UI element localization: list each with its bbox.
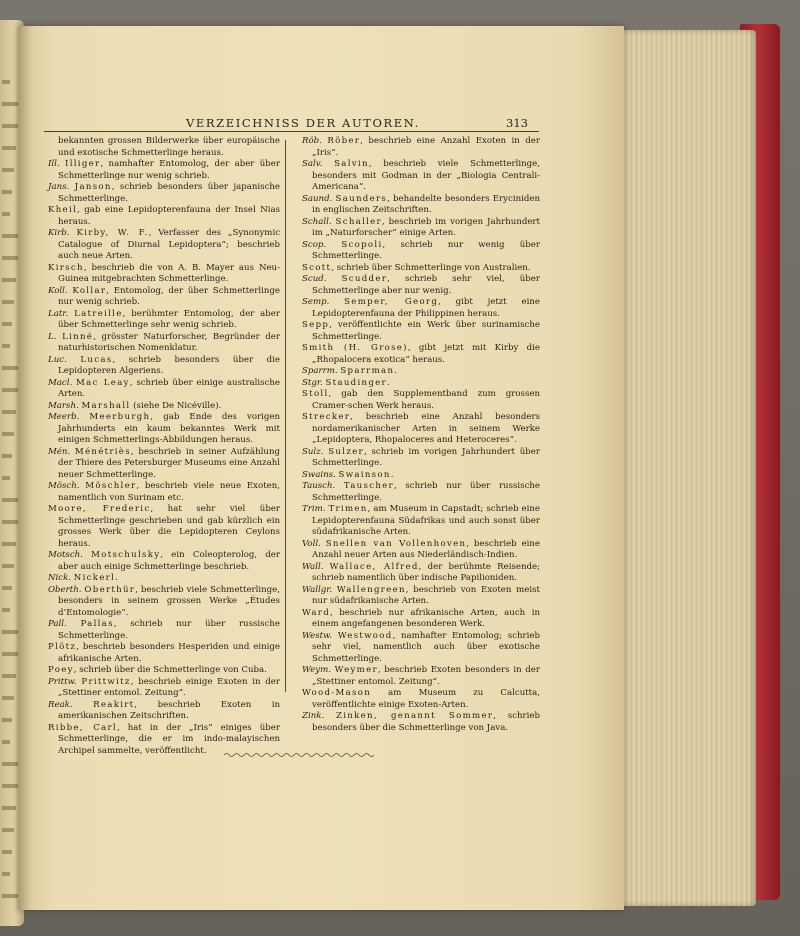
author-name: Saunders — [335, 193, 388, 204]
author-entry — [302, 481, 540, 504]
ghost-text-line — [2, 850, 12, 854]
author-abbreviation: Swains. — [302, 469, 336, 480]
author-description: , Entomolog, der über Schmetterlinge nur wenig schrieb. — [58, 285, 280, 307]
author-entry — [302, 412, 540, 447]
right-column — [302, 136, 540, 734]
author-description: . — [390, 469, 394, 480]
author-entry — [48, 286, 280, 309]
author-description: , schrieb nur über russische Schmetterlinge. — [312, 481, 541, 503]
ghost-text-line — [2, 608, 10, 612]
ghost-text-line — [2, 190, 12, 194]
author-description: , beschrieb in seiner Aufzählung der Thiere des Petersburger Museums eine Anzahl neuer Schmetterlinge. — [58, 446, 280, 480]
author-entry — [302, 240, 540, 263]
author-entry — [48, 504, 280, 550]
author-name: Trimen — [328, 504, 368, 514]
author-description: , beschrieb besonders Hesperiden und einige afrikanische Arten. — [58, 642, 280, 664]
ghost-text-line — [2, 740, 10, 744]
author-name: Tauscher — [343, 481, 394, 491]
ghost-text-line — [2, 168, 14, 172]
author-entry — [302, 378, 540, 390]
author-name: Latreille — [74, 308, 123, 319]
ghost-text-line — [2, 344, 10, 348]
author-description: , schrieb besonders über die Schmetterlinge von Java. — [312, 711, 540, 733]
author-entry — [302, 447, 540, 470]
ghost-text-line — [2, 124, 18, 128]
author-description: , grösster Naturforscher, Begründer der naturhistorischen Nomenklatur. — [58, 331, 280, 353]
author-abbreviation: Prittw. — [48, 676, 77, 687]
page-edges — [618, 30, 756, 906]
author-abbreviation: Ill. — [48, 159, 60, 169]
author-abbreviation: L. — [48, 331, 57, 342]
author-name: Swainson — [338, 469, 391, 480]
author-entry — [48, 228, 280, 263]
author-entry — [48, 263, 280, 286]
author-description: . — [394, 366, 398, 376]
author-description: , schrieb über die Schmetterlinge von Cuba. — [73, 665, 267, 675]
author-name: Marshall — [81, 400, 131, 411]
ghost-text-line — [2, 586, 12, 590]
author-description: , der berühmte Reisende; schrieb namentlich über indische Papilioniden. — [312, 561, 540, 583]
ghost-text-line — [2, 432, 14, 436]
author-description: , hat in der „Iris“ einiges über Schmetterlinge, die er im indo-malayischen Archipel sammelte, veröffentlicht. — [58, 722, 280, 756]
author-entry — [48, 447, 280, 482]
author-description: . — [115, 573, 118, 583]
author-name: Poey — [48, 665, 74, 675]
author-entry — [302, 343, 540, 366]
author-description: , namhafter Entomolog, der aber über Schmetterlinge nur wenig schrieb. — [58, 159, 280, 181]
author-abbreviation: Wallgr. — [302, 584, 333, 595]
author-description: , beschrieb nur afrikanische Arten, auch in einem angefangenen besonderen Werk. — [312, 607, 540, 629]
end-ornament — [224, 752, 374, 758]
author-name: Nickerl — [73, 573, 116, 583]
author-description: , schrieb im vorigen Jahrhundert über Schmetterlinge. — [312, 446, 540, 468]
ghost-text-line — [2, 300, 14, 304]
ghost-text-line — [2, 806, 16, 810]
author-description: , schrieb nur über russische Schmetterlinge. — [58, 619, 280, 641]
author-abbreviation: Saund. — [302, 193, 333, 204]
ghost-text-line — [2, 256, 18, 260]
author-name: Staudinger — [325, 377, 387, 388]
author-abbreviation: Stgr. — [302, 377, 323, 388]
author-description: , beschrieb eine Anzahl besonders nordamerikanischer Arten in seinem Werke „Lepidoptera, Rhopaloceres and Heteroceres“. — [312, 412, 540, 445]
author-abbreviation: Latr. — [48, 308, 69, 319]
author-abbreviation: Luc. — [48, 354, 67, 365]
author-description: , behandelte besonders Eryciniden in englischen Zeitschriften. — [312, 193, 540, 215]
ghost-text-line — [2, 80, 10, 84]
ghost-text-line — [2, 828, 14, 832]
author-description: (siehe De Nicéville). — [130, 400, 222, 411]
author-name: Stoll — [302, 389, 329, 399]
author-description: , beschrieb viele neue Exoten, namentlich von Surinam etc. — [58, 481, 281, 503]
author-name: Scott — [302, 262, 332, 273]
author-description: , beschrieb Exoten in amerikanischen Zeitschriften. — [58, 699, 281, 721]
author-abbreviation: Nick. — [48, 573, 72, 583]
author-name: Prittwitz — [81, 676, 131, 687]
author-entry — [48, 332, 280, 355]
author-abbreviation: Trim. — [302, 504, 326, 514]
author-abbreviation: Macl. — [48, 377, 73, 388]
author-entry — [48, 642, 280, 665]
author-name: Salvin — [334, 159, 369, 169]
author-description: , beschrieb viele Schmetterlinge, besonders mit Godman in der „Biologia Centrali-Americana“. — [312, 159, 540, 192]
author-description: , beschrieb eine Anzahl Exoten in der „Iris“. — [312, 136, 540, 158]
ghost-text-line — [2, 520, 18, 524]
author-description: , gab Ende des vorigen Jahrhunderts ein kaum bekanntes Werk mit einigen Schmetterlings-Abbildungen heraus. — [58, 412, 280, 445]
author-name: Semper, Georg — [344, 297, 439, 307]
author-entry — [48, 309, 280, 332]
ghost-text-line — [2, 410, 16, 414]
author-description: , namhafter Entomolog; schrieb sehr viel, namentlich auch über exotische Schmetterlinge. — [312, 630, 541, 664]
author-description: , beschrieb im vorigen Jahrhundert im „Naturforscher“ einige Arten. — [312, 216, 540, 238]
author-name: Kirby, W. F. — [76, 228, 149, 238]
author-name: Oberthür — [84, 584, 136, 595]
author-abbreviation: Kirb. — [48, 228, 70, 238]
author-abbreviation: Salv. — [302, 159, 323, 169]
author-name: Zinken, genannt Sommer — [335, 711, 494, 721]
author-name: Scopoli — [341, 239, 383, 250]
author-description: bekannten grossen Bilderwerke über europäische und exotische Schmetterlinge heraus. — [58, 136, 280, 158]
author-name: Scudder — [341, 274, 388, 284]
author-entry — [48, 412, 280, 447]
author-description: , Verfasser des „Synonymic Catalogue of Diurnal Lepidoptera“; beschrieb auch neue Arten. — [58, 228, 281, 261]
author-description: , beschrieb viele Schmetterlinge, besonders in seinem grossen Werke „Études d’Entomologie“. — [58, 584, 280, 618]
author-description: , gab den Supplementband zum grossen Cramer-schen Werk heraus. — [312, 389, 540, 411]
author-abbreviation: Mösch. — [48, 481, 80, 491]
gutter-shadow — [18, 26, 32, 910]
author-name: Strecker — [302, 412, 351, 422]
author-abbreviation: Reak. — [48, 699, 73, 710]
author-abbreviation: Zink. — [302, 711, 325, 721]
author-entry — [48, 677, 280, 700]
author-name: Westwood — [337, 630, 393, 641]
author-name: Weymer — [334, 665, 378, 675]
author-name: Röber — [327, 136, 361, 146]
ghost-text-line — [2, 476, 10, 480]
author-name: Kollar — [72, 285, 107, 296]
author-entry — [48, 355, 280, 378]
author-entry — [48, 136, 280, 159]
author-description: , gab eine Lepidopterenfauna der Insel Nias heraus. — [58, 205, 280, 227]
author-abbreviation: Schall. — [302, 216, 332, 227]
author-entry — [302, 320, 540, 343]
author-name: Motschulsky — [91, 550, 161, 560]
author-entry — [48, 481, 280, 504]
author-entry — [302, 217, 540, 240]
author-abbreviation: Semp. — [302, 297, 330, 307]
author-abbreviation: Westw. — [302, 630, 333, 641]
author-name: Wood-Mason — [302, 688, 372, 698]
ghost-text-line — [2, 718, 12, 722]
author-name: Schaller — [335, 216, 382, 227]
author-entry — [302, 562, 540, 585]
page-number: 313 — [506, 116, 528, 130]
book-page — [18, 26, 624, 910]
author-entry — [302, 665, 540, 688]
author-abbreviation: Tausch. — [302, 481, 336, 491]
author-entry — [48, 573, 280, 585]
author-entry — [48, 378, 280, 401]
author-entry — [48, 159, 280, 182]
author-name: Ménétriès — [74, 446, 131, 457]
author-abbreviation: Meerb. — [48, 412, 80, 422]
author-name: Snellen van Vollenhoven — [325, 538, 467, 549]
author-name: Wallace, Alfred — [329, 561, 419, 572]
author-name: Pallas — [80, 619, 114, 629]
author-description: , beschrieb einige Exoten in der „Stettiner entomol. Zeitung“. — [58, 676, 280, 698]
author-entry — [302, 504, 540, 539]
author-abbreviation: Weym. — [302, 665, 331, 675]
author-entry — [48, 550, 280, 573]
author-abbreviation: Röb. — [302, 136, 322, 146]
author-name: Sepp — [302, 320, 330, 330]
author-description: , veröffentlichte ein Werk über surinamische Schmetterlinge. — [312, 320, 540, 342]
ghost-text-line — [2, 564, 14, 568]
author-abbreviation: Koll. — [48, 285, 68, 296]
author-description: , schrieb besonders über die Lepidopteren Algeriens. — [58, 354, 280, 376]
author-entry — [48, 182, 280, 205]
author-description: , ein Coleopterolog, der aber auch einige Schmetterlinge beschrieb. — [58, 550, 280, 572]
author-name: Sparrman — [340, 366, 395, 376]
author-name: Kirsch — [48, 262, 84, 273]
author-entry — [48, 205, 280, 228]
author-entry — [302, 136, 540, 159]
author-name: Möschler — [85, 481, 137, 491]
author-name: Kheil — [48, 205, 78, 215]
ghost-text-line — [2, 784, 18, 788]
author-abbreviation: Motsch. — [48, 550, 83, 560]
author-entry — [302, 366, 540, 378]
author-name: Lucas — [80, 354, 113, 365]
author-name: Mac Leay — [76, 377, 130, 388]
author-entry — [302, 631, 540, 666]
author-name: Illiger — [65, 159, 101, 169]
author-name: Smith (H. Grose) — [302, 343, 408, 353]
author-description: . — [386, 377, 390, 388]
ghost-text-line — [2, 696, 14, 700]
author-entry — [48, 585, 280, 620]
author-description: , am Museum in Capstadt; schrieb eine Lepidopterenfauna Südafrikas und auch sonst über südafrikanische Arten. — [312, 504, 540, 537]
author-abbreviation: Voll. — [302, 538, 321, 549]
ghost-text-line — [2, 322, 12, 326]
author-description: , beschrieb Exoten besonders in der „Stettiner entomol. Zeitung“. — [312, 665, 541, 687]
author-entry — [302, 159, 540, 194]
ghost-text-line — [2, 872, 10, 876]
author-description: , beschrieb eine Anzahl neuer Arten aus Niederländisch-Indien. — [312, 538, 540, 560]
running-head: VERZEICHNISS DER AUTOREN. — [186, 116, 420, 130]
author-name: Ribbe, Carl — [48, 722, 117, 733]
author-description: , gibt jetzt mit Kirby die „Rhopalocera exotica“ heraus. — [312, 343, 540, 365]
author-description: am Museum zu Calcutta, veröffentlichte einige Exoten-Arten. — [312, 688, 540, 710]
author-description: , berühmter Entomolog, der aber über Schmetterlinge sehr wenig schrieb. — [58, 308, 280, 330]
ghost-text-line — [2, 652, 18, 656]
column-rule — [285, 140, 286, 692]
author-description: , hat sehr viel über Schmetterlinge geschrieben und gab kürzlich ein grosses Werk über die Lepidopteren Ceylons heraus. — [58, 504, 281, 549]
author-entry — [302, 470, 540, 482]
author-entry — [302, 297, 540, 320]
author-abbreviation: Sparrm. — [302, 366, 338, 376]
author-entry — [302, 688, 540, 711]
author-name: Wallengreen — [336, 584, 406, 595]
author-name: Plötz — [48, 642, 77, 652]
ghost-text-line — [2, 388, 18, 392]
author-description: , schrieb sehr viel, über Schmetterlinge aber nur wenig. — [312, 274, 540, 296]
ghost-text-line — [2, 542, 16, 546]
author-name: Reakirt — [93, 699, 135, 710]
author-entry — [302, 194, 540, 217]
author-description: , schrieb über Schmetterlinge von Australien. — [331, 262, 531, 273]
author-entry — [302, 711, 540, 734]
author-entry — [302, 389, 540, 412]
author-description: , beschrieb von Exoten meist nur südafrikanische Arten. — [312, 584, 540, 606]
author-name: Moore, Frederic — [48, 504, 151, 514]
wavy-rule — [224, 754, 374, 757]
author-name: Sulzer — [328, 446, 364, 457]
author-name: Meerburgh — [89, 412, 151, 422]
author-description: , gibt jetzt eine Lepidopterenfauna der Philippinen heraus. — [312, 297, 540, 319]
author-entry — [302, 539, 540, 562]
author-abbreviation: Scop. — [302, 239, 327, 250]
author-abbreviation: Scud. — [302, 274, 327, 284]
author-entry — [48, 619, 280, 642]
author-description: , schrieb über einige australische Arten. — [58, 377, 281, 399]
author-entry — [302, 585, 540, 608]
header-rule — [44, 131, 539, 132]
author-entry — [302, 608, 540, 631]
author-entry — [48, 665, 280, 677]
author-abbreviation: Pall. — [48, 619, 67, 629]
author-name: Linné — [62, 331, 94, 342]
author-abbreviation: Marsh. — [48, 400, 79, 411]
author-abbreviation: Sulz. — [302, 446, 324, 457]
ghost-text-line — [2, 278, 16, 282]
ghost-text-line — [2, 212, 10, 216]
author-abbreviation: Jans. — [48, 182, 70, 192]
ghost-text-line — [2, 454, 12, 458]
author-description: , schrieb nur wenig über Schmetterlinge. — [312, 239, 540, 261]
author-abbreviation: Wall. — [302, 561, 324, 572]
left-column — [48, 136, 280, 757]
author-abbreviation: Mén. — [48, 446, 71, 457]
author-entry — [302, 263, 540, 275]
author-abbreviation: Oberth. — [48, 584, 82, 595]
ghost-text-line — [2, 146, 16, 150]
author-entry — [48, 700, 280, 723]
author-description: , schrieb besonders über japanische Schmetterlinge. — [58, 182, 280, 204]
author-name: Ward — [302, 607, 331, 618]
author-name: Janson — [74, 182, 112, 192]
author-entry — [302, 274, 540, 297]
ghost-text-line — [2, 674, 16, 678]
author-entry — [48, 401, 280, 413]
author-description: , beschrieb die von A. B. Mayer aus Neu-Guinea mitgebrachten Schmetterlinge. — [58, 262, 280, 284]
